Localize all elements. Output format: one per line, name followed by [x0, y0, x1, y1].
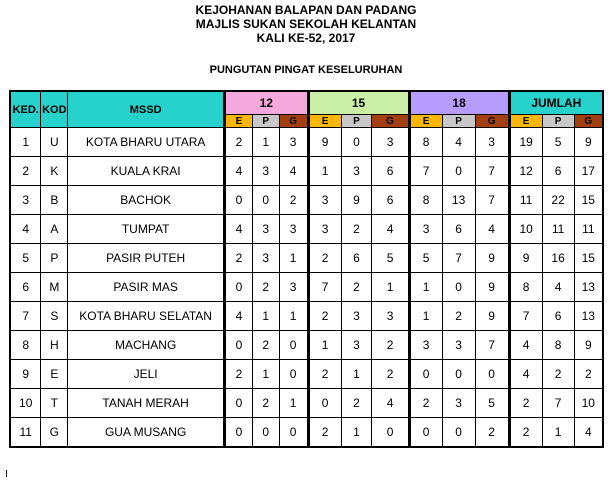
medal-count-cell: 0 [225, 331, 253, 360]
table-row [10, 244, 603, 273]
header-medal-e-jumlah: E [509, 115, 542, 128]
medal-count-cell: 6 [341, 244, 372, 273]
header-mssd: MSSD [68, 91, 225, 128]
header-medal-g-18: G [475, 115, 509, 128]
medal-count-cell: 2 [509, 418, 542, 448]
medal-count-cell: 8 [409, 128, 442, 157]
medal-count-cell: 3 [341, 302, 372, 331]
medal-count-cell: 1 [252, 360, 279, 389]
medal-count-cell: 3 [442, 389, 475, 418]
medal-count-cell: 3 [279, 128, 308, 157]
header-medal-g-12: G [279, 115, 308, 128]
report-title-line-1: KEJOHANAN BALAPAN DAN PADANG [195, 3, 417, 17]
medal-count-cell: 1 [308, 331, 341, 360]
medal-count-cell: 6 [542, 157, 574, 186]
medal-count-cell: 7 [475, 157, 509, 186]
kod-cell: B [41, 186, 68, 215]
medal-count-cell: 2 [542, 360, 574, 389]
medal-count-cell: 9 [509, 244, 542, 273]
kod-cell: E [41, 360, 68, 389]
medal-count-cell: 4 [509, 331, 542, 360]
medal-count-cell: 0 [279, 360, 308, 389]
header-medal-p-12: P [252, 115, 279, 128]
medal-count-cell: 6 [372, 157, 409, 186]
table-row [10, 302, 603, 331]
medal-count-cell: 2 [372, 331, 409, 360]
kod-cell: H [41, 331, 68, 360]
medal-count-cell: 4 [225, 215, 253, 244]
ked-cell: 1 [10, 128, 41, 157]
medal-count-cell: 5 [542, 128, 574, 157]
mssd-name-cell: PASIR MAS [68, 273, 225, 302]
medal-count-cell: 10 [574, 389, 603, 418]
medal-count-cell: 13 [442, 186, 475, 215]
mssd-name-cell: KOTA BHARU UTARA [68, 128, 225, 157]
header-medal-p-jumlah: P [542, 115, 574, 128]
medal-count-cell: 7 [542, 389, 574, 418]
medal-count-cell: 3 [279, 273, 308, 302]
kod-cell: S [41, 302, 68, 331]
medal-count-cell: 3 [308, 186, 341, 215]
medal-count-cell: 0 [252, 418, 279, 448]
header-ked: KED. [10, 91, 41, 128]
mssd-name-cell: PASIR PUTEH [68, 244, 225, 273]
medal-count-cell: 7 [475, 186, 509, 215]
medal-count-cell: 15 [574, 244, 603, 273]
medal-count-cell: 0 [409, 418, 442, 448]
kod-cell: A [41, 215, 68, 244]
medal-count-cell: 2 [279, 186, 308, 215]
medal-count-cell: 16 [542, 244, 574, 273]
table-row [10, 360, 603, 389]
medal-count-cell: 4 [372, 389, 409, 418]
header-medal-p-18: P [442, 115, 475, 128]
medal-count-cell: 1 [542, 418, 574, 448]
medal-count-cell: 3 [341, 331, 372, 360]
medal-count-cell: 11 [574, 215, 603, 244]
medal-count-cell: 9 [475, 302, 509, 331]
header-group-12: 12 [225, 91, 309, 115]
medal-count-cell: 0 [341, 128, 372, 157]
medal-count-cell: 6 [372, 186, 409, 215]
medal-count-cell: 2 [341, 215, 372, 244]
medal-count-cell: 1 [308, 157, 341, 186]
medal-count-cell: 0 [475, 360, 509, 389]
header-kod: KOD [41, 91, 68, 128]
medal-count-cell: 0 [442, 273, 475, 302]
ked-cell: 4 [10, 215, 41, 244]
medal-count-cell: 2 [252, 273, 279, 302]
medal-count-cell: 8 [542, 331, 574, 360]
medal-count-cell: 5 [372, 244, 409, 273]
medal-count-cell: 0 [308, 389, 341, 418]
ked-cell: 5 [10, 244, 41, 273]
medal-count-cell: 7 [442, 244, 475, 273]
ked-cell: 8 [10, 331, 41, 360]
header-medal-p-15: P [341, 115, 372, 128]
mssd-name-cell: JELI [68, 360, 225, 389]
medal-count-cell: 2 [409, 389, 442, 418]
kod-cell: G [41, 418, 68, 448]
medal-count-cell: 2 [341, 273, 372, 302]
medal-count-cell: 5 [475, 389, 509, 418]
header-medal-e-15: E [308, 115, 341, 128]
ked-cell: 3 [10, 186, 41, 215]
medal-count-cell: 11 [509, 186, 542, 215]
kod-cell: M [41, 273, 68, 302]
medal-count-cell: 9 [341, 186, 372, 215]
medal-count-cell: 3 [409, 331, 442, 360]
medal-count-cell: 7 [509, 302, 542, 331]
medal-count-cell: 13 [574, 302, 603, 331]
mssd-name-cell: KOTA BHARU SELATAN [68, 302, 225, 331]
medal-count-cell: 6 [442, 215, 475, 244]
report-title-line-2: MAJLIS SUKAN SEKOLAH KELANTAN [195, 17, 417, 31]
medal-count-cell: 17 [574, 157, 603, 186]
table-row [10, 418, 603, 448]
medal-count-cell: 2 [308, 244, 341, 273]
kod-cell: K [41, 157, 68, 186]
medal-count-cell: 2 [308, 418, 341, 448]
medal-count-cell: 3 [372, 302, 409, 331]
medal-count-cell: 0 [225, 186, 253, 215]
medal-count-cell: 22 [542, 186, 574, 215]
medal-count-cell: 7 [308, 273, 341, 302]
medal-count-cell: 2 [225, 360, 253, 389]
medal-count-cell: 3 [341, 157, 372, 186]
medal-count-cell: 4 [279, 157, 308, 186]
medal-count-cell: 15 [574, 186, 603, 215]
header-group-15: 15 [308, 91, 409, 115]
kod-cell: P [41, 244, 68, 273]
medal-count-cell: 9 [475, 244, 509, 273]
medal-count-cell: 1 [409, 273, 442, 302]
report-subtitle: PUNGUTAN PINGAT KESELURUHAN [209, 64, 403, 76]
medal-count-cell: 1 [409, 302, 442, 331]
medal-count-cell: 10 [509, 215, 542, 244]
ked-cell: 7 [10, 302, 41, 331]
medal-count-cell: 4 [574, 418, 603, 448]
medal-count-cell: 0 [225, 389, 253, 418]
mssd-name-cell: TUMPAT [68, 215, 225, 244]
table-row [10, 215, 603, 244]
medal-count-cell: 2 [475, 418, 509, 448]
medal-count-cell: 1 [279, 389, 308, 418]
header-medal-e-12: E [225, 115, 253, 128]
medal-count-cell: 2 [574, 360, 603, 389]
medal-count-cell: 3 [279, 215, 308, 244]
table-row [10, 273, 603, 302]
report-title-line-3: KALI KE-52, 2017 [256, 31, 356, 45]
medal-count-cell: 2 [509, 389, 542, 418]
mssd-name-cell: KUALA KRAI [68, 157, 225, 186]
medal-table [9, 90, 604, 448]
table-row [10, 128, 603, 157]
medal-count-cell: 0 [279, 331, 308, 360]
medal-count-cell: 0 [442, 157, 475, 186]
medal-count-cell: 1 [252, 302, 279, 331]
medal-count-cell: 2 [308, 360, 341, 389]
table-row [10, 186, 603, 215]
table-row [10, 331, 603, 360]
medal-count-cell: 3 [252, 157, 279, 186]
medal-count-cell: 0 [442, 418, 475, 448]
medal-count-cell: 0 [442, 360, 475, 389]
medal-count-cell: 2 [308, 302, 341, 331]
medal-count-cell: 0 [252, 186, 279, 215]
medal-count-cell: 3 [372, 128, 409, 157]
medal-count-cell: 2 [225, 244, 253, 273]
medal-count-cell: 2 [252, 389, 279, 418]
medal-count-cell: 1 [341, 360, 372, 389]
mssd-name-cell: TANAH MERAH [68, 389, 225, 418]
medal-count-cell: 11 [542, 215, 574, 244]
medal-count-cell: 4 [509, 360, 542, 389]
medal-count-cell: 2 [252, 331, 279, 360]
medal-count-cell: 5 [409, 244, 442, 273]
medal-count-cell: 9 [574, 331, 603, 360]
medal-count-cell: 4 [475, 215, 509, 244]
medal-count-cell: 4 [372, 215, 409, 244]
medal-count-cell: 1 [252, 128, 279, 157]
medal-count-cell: 4 [225, 157, 253, 186]
kod-cell: U [41, 128, 68, 157]
mssd-name-cell: MACHANG [68, 331, 225, 360]
medal-count-cell: 2 [442, 302, 475, 331]
medal-count-cell: 1 [279, 244, 308, 273]
header-group-jumlah: JUMLAH [509, 91, 603, 115]
medal-count-cell: 3 [252, 244, 279, 273]
medal-count-cell: 9 [308, 128, 341, 157]
medal-count-cell: 4 [442, 128, 475, 157]
header-medal-g-jumlah: G [574, 115, 603, 128]
medal-count-cell: 0 [225, 418, 253, 448]
header-medal-g-15: G [372, 115, 409, 128]
ked-cell: 10 [10, 389, 41, 418]
medal-count-cell: 8 [409, 186, 442, 215]
mssd-name-cell: BACHOK [68, 186, 225, 215]
kod-cell: T [41, 389, 68, 418]
medal-count-cell: 6 [542, 302, 574, 331]
medal-count-cell: 13 [574, 273, 603, 302]
medal-count-cell: 9 [475, 273, 509, 302]
header-medal-e-18: E [409, 115, 442, 128]
ked-cell: 9 [10, 360, 41, 389]
medal-count-cell: 4 [225, 302, 253, 331]
medal-count-cell: 0 [409, 360, 442, 389]
medal-count-cell: 1 [372, 273, 409, 302]
header-group-18: 18 [409, 91, 509, 115]
mssd-name-cell: GUA MUSANG [68, 418, 225, 448]
medal-count-cell: 3 [252, 215, 279, 244]
medal-count-cell: 12 [509, 157, 542, 186]
table-row [10, 389, 603, 418]
table-row [10, 157, 603, 186]
medal-count-cell: 4 [542, 273, 574, 302]
medal-count-cell: 1 [341, 418, 372, 448]
medal-count-cell: 3 [308, 215, 341, 244]
ked-cell: 2 [10, 157, 41, 186]
medal-count-cell: 1 [279, 302, 308, 331]
medal-count-cell: 0 [372, 418, 409, 448]
medal-count-cell: 2 [372, 360, 409, 389]
medal-count-cell: 8 [509, 273, 542, 302]
page-mark [6, 470, 7, 477]
medal-count-cell: 7 [475, 331, 509, 360]
medal-count-cell: 3 [442, 331, 475, 360]
medal-count-cell: 2 [225, 128, 253, 157]
medal-count-cell: 3 [475, 128, 509, 157]
medal-count-cell: 9 [574, 128, 603, 157]
medal-count-cell: 0 [279, 418, 308, 448]
medal-count-cell: 3 [409, 215, 442, 244]
medal-count-cell: 19 [509, 128, 542, 157]
medal-count-cell: 0 [225, 273, 253, 302]
ked-cell: 6 [10, 273, 41, 302]
medal-count-cell: 2 [341, 389, 372, 418]
medal-count-cell: 7 [409, 157, 442, 186]
ked-cell: 11 [10, 418, 41, 448]
